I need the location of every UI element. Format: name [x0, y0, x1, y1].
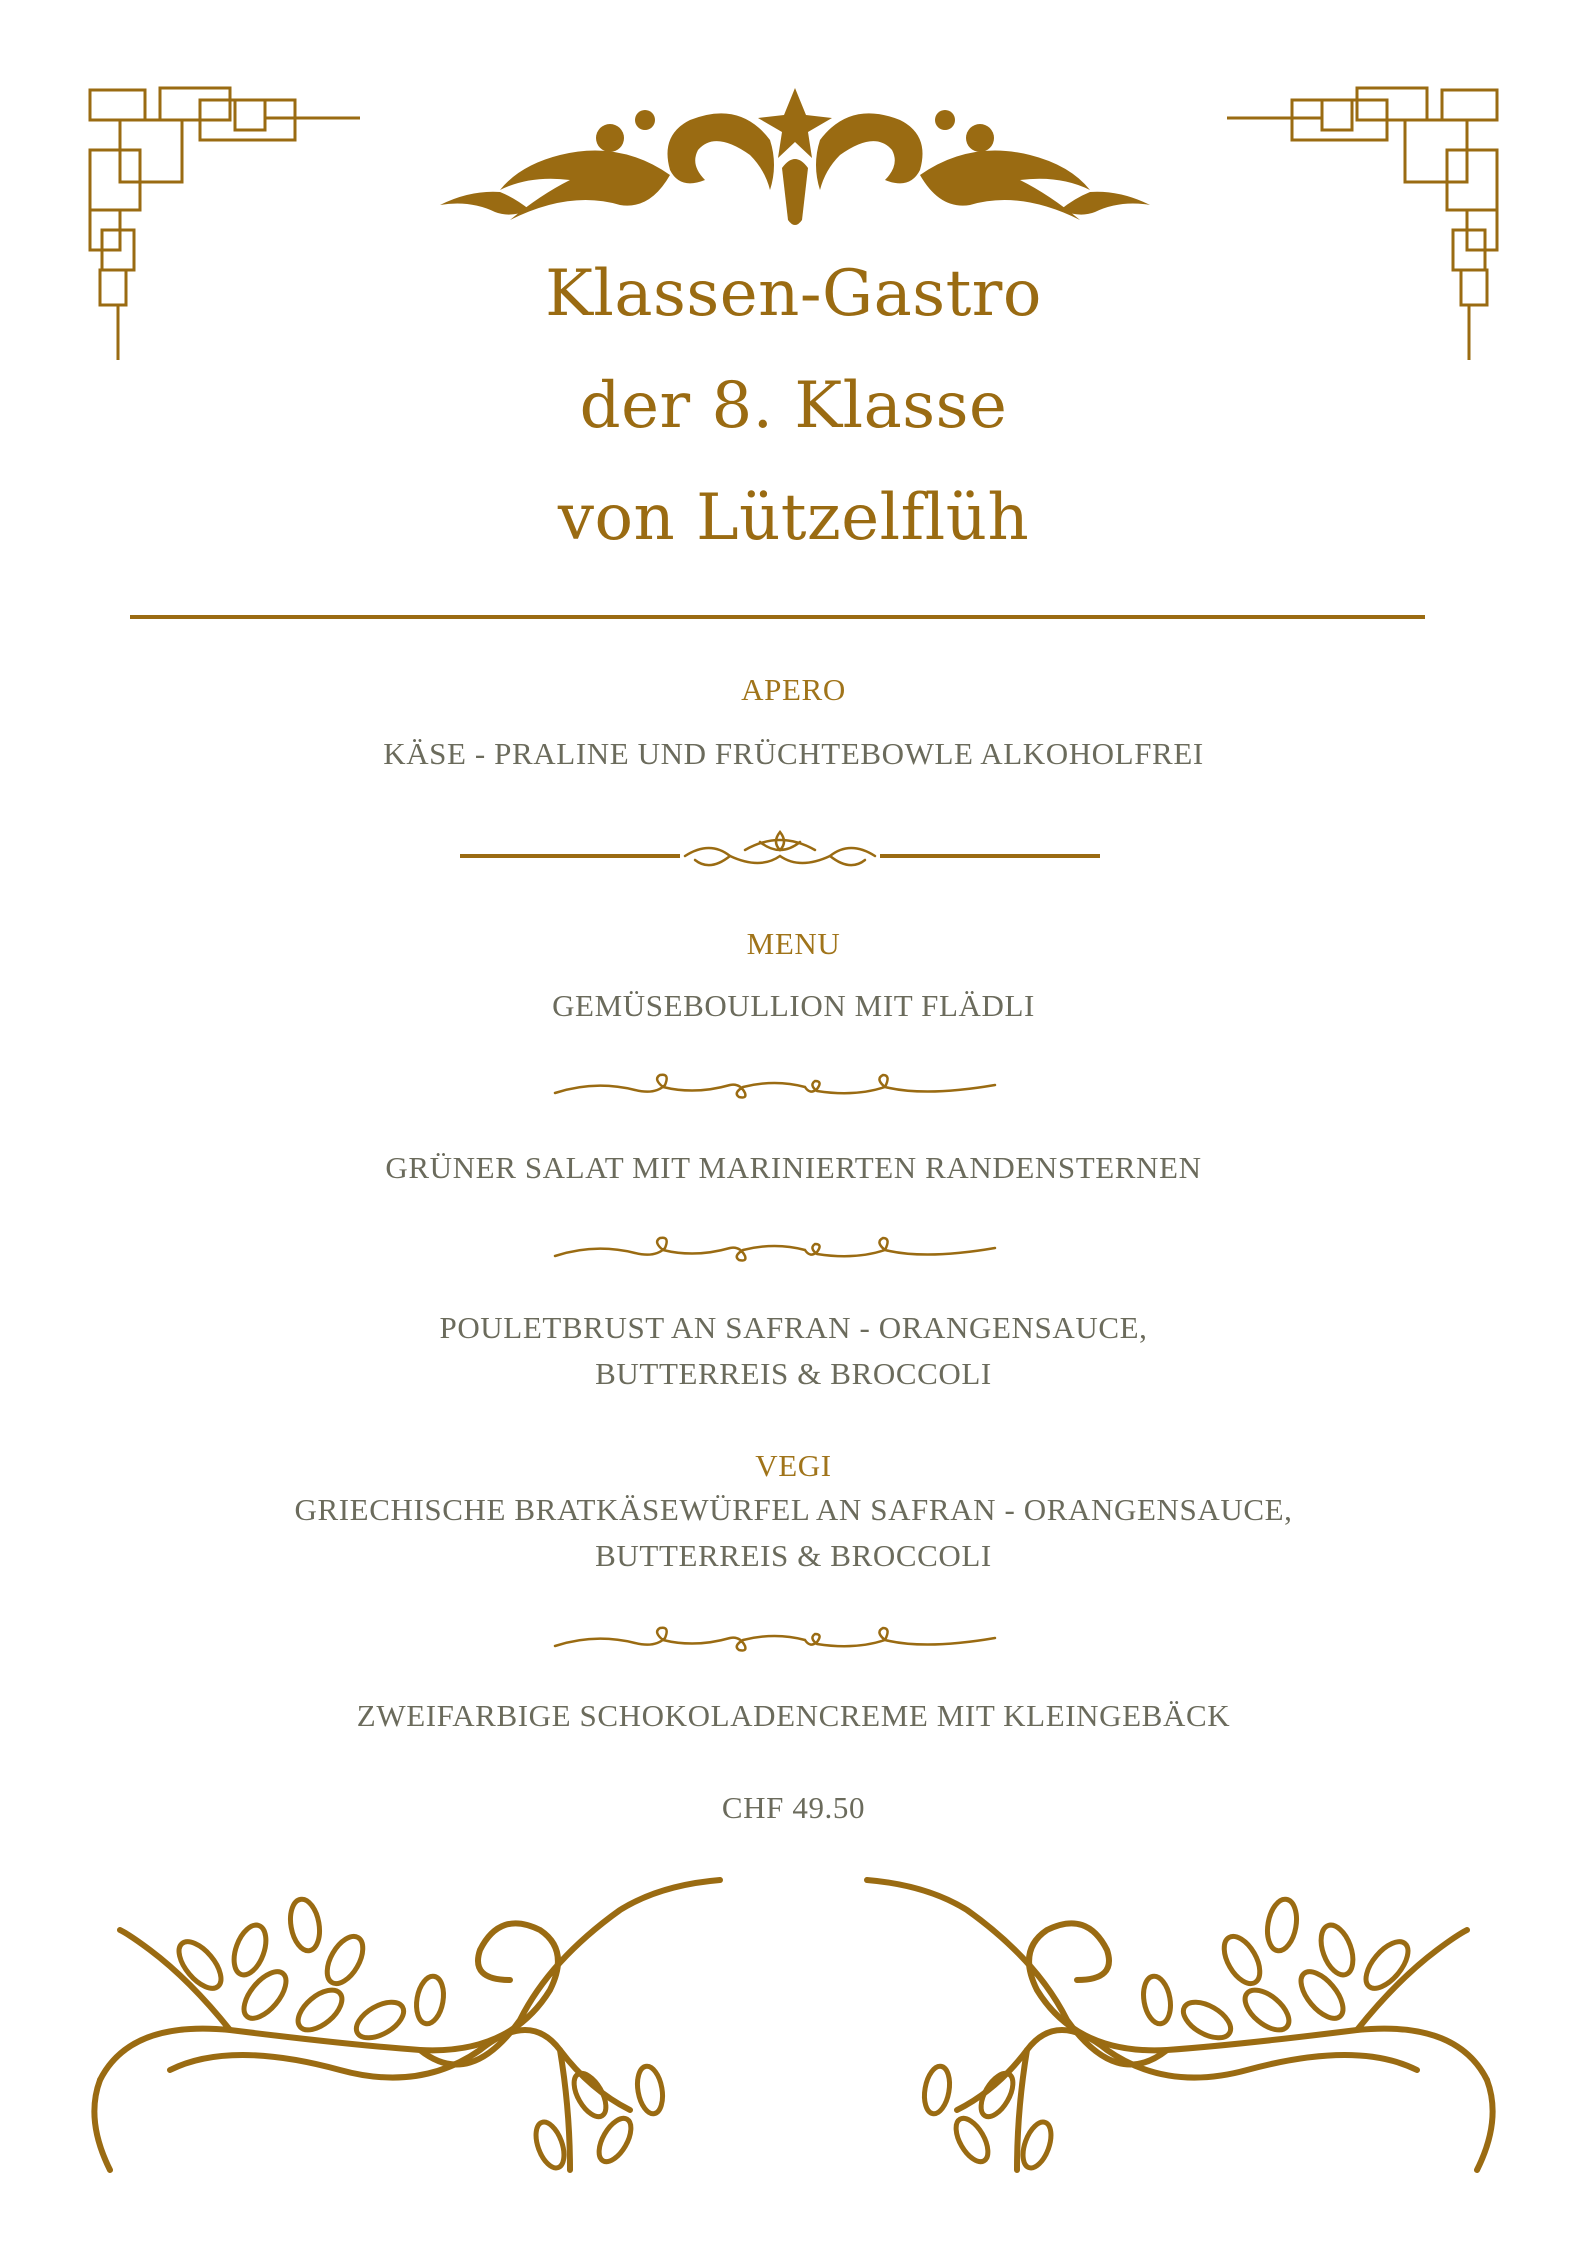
flourish-divider-icon: [460, 820, 1100, 880]
swirl-divider-icon: [555, 1618, 995, 1658]
title-line-3: von Lützelflüh: [557, 481, 1030, 555]
menu-main-line-1: POULETBRUST AN SAFRAN - ORANGENSAUCE,: [439, 1310, 1148, 1345]
price: CHF 49.50: [721, 1790, 866, 1825]
swirl-divider-icon: [555, 1065, 995, 1105]
menu-main-line-2: BUTTERREIS & BROCCOLI: [595, 1356, 992, 1391]
menu-salad: GRÜNER SALAT MIT MARINIERTEN RANDENSTERNEN: [385, 1150, 1202, 1185]
apero-heading: APERO: [741, 672, 846, 707]
title-divider: [130, 615, 1425, 619]
dessert-item: ZWEIFARBIGE SCHOKOLADENCREME MIT KLEINGEBÄCK: [356, 1698, 1231, 1733]
menu-starter: GEMÜSEBOULLION MIT FLÄDLI: [552, 988, 1035, 1023]
vine-flourish-icon: [90, 1870, 730, 2190]
baroque-crown-ornament-icon: [440, 80, 1150, 240]
title-line-2: der 8. Klasse: [579, 369, 1008, 443]
vine-flourish-icon: [857, 1870, 1497, 2190]
vegi-line-2: BUTTERREIS & BROCCOLI: [595, 1538, 992, 1573]
swirl-divider-icon: [555, 1228, 995, 1268]
title-line-1: Klassen-Gastro: [545, 257, 1042, 331]
vegi-heading: VEGI: [755, 1448, 832, 1483]
apero-item: KÄSE - PRALINE UND FRÜCHTEBOWLE ALKOHOLFREI: [383, 736, 1204, 771]
vegi-line-1: GRIECHISCHE BRATKÄSEWÜRFEL AN SAFRAN - ORANGENSAUCE,: [294, 1492, 1293, 1527]
menu-heading: MENU: [746, 926, 841, 961]
